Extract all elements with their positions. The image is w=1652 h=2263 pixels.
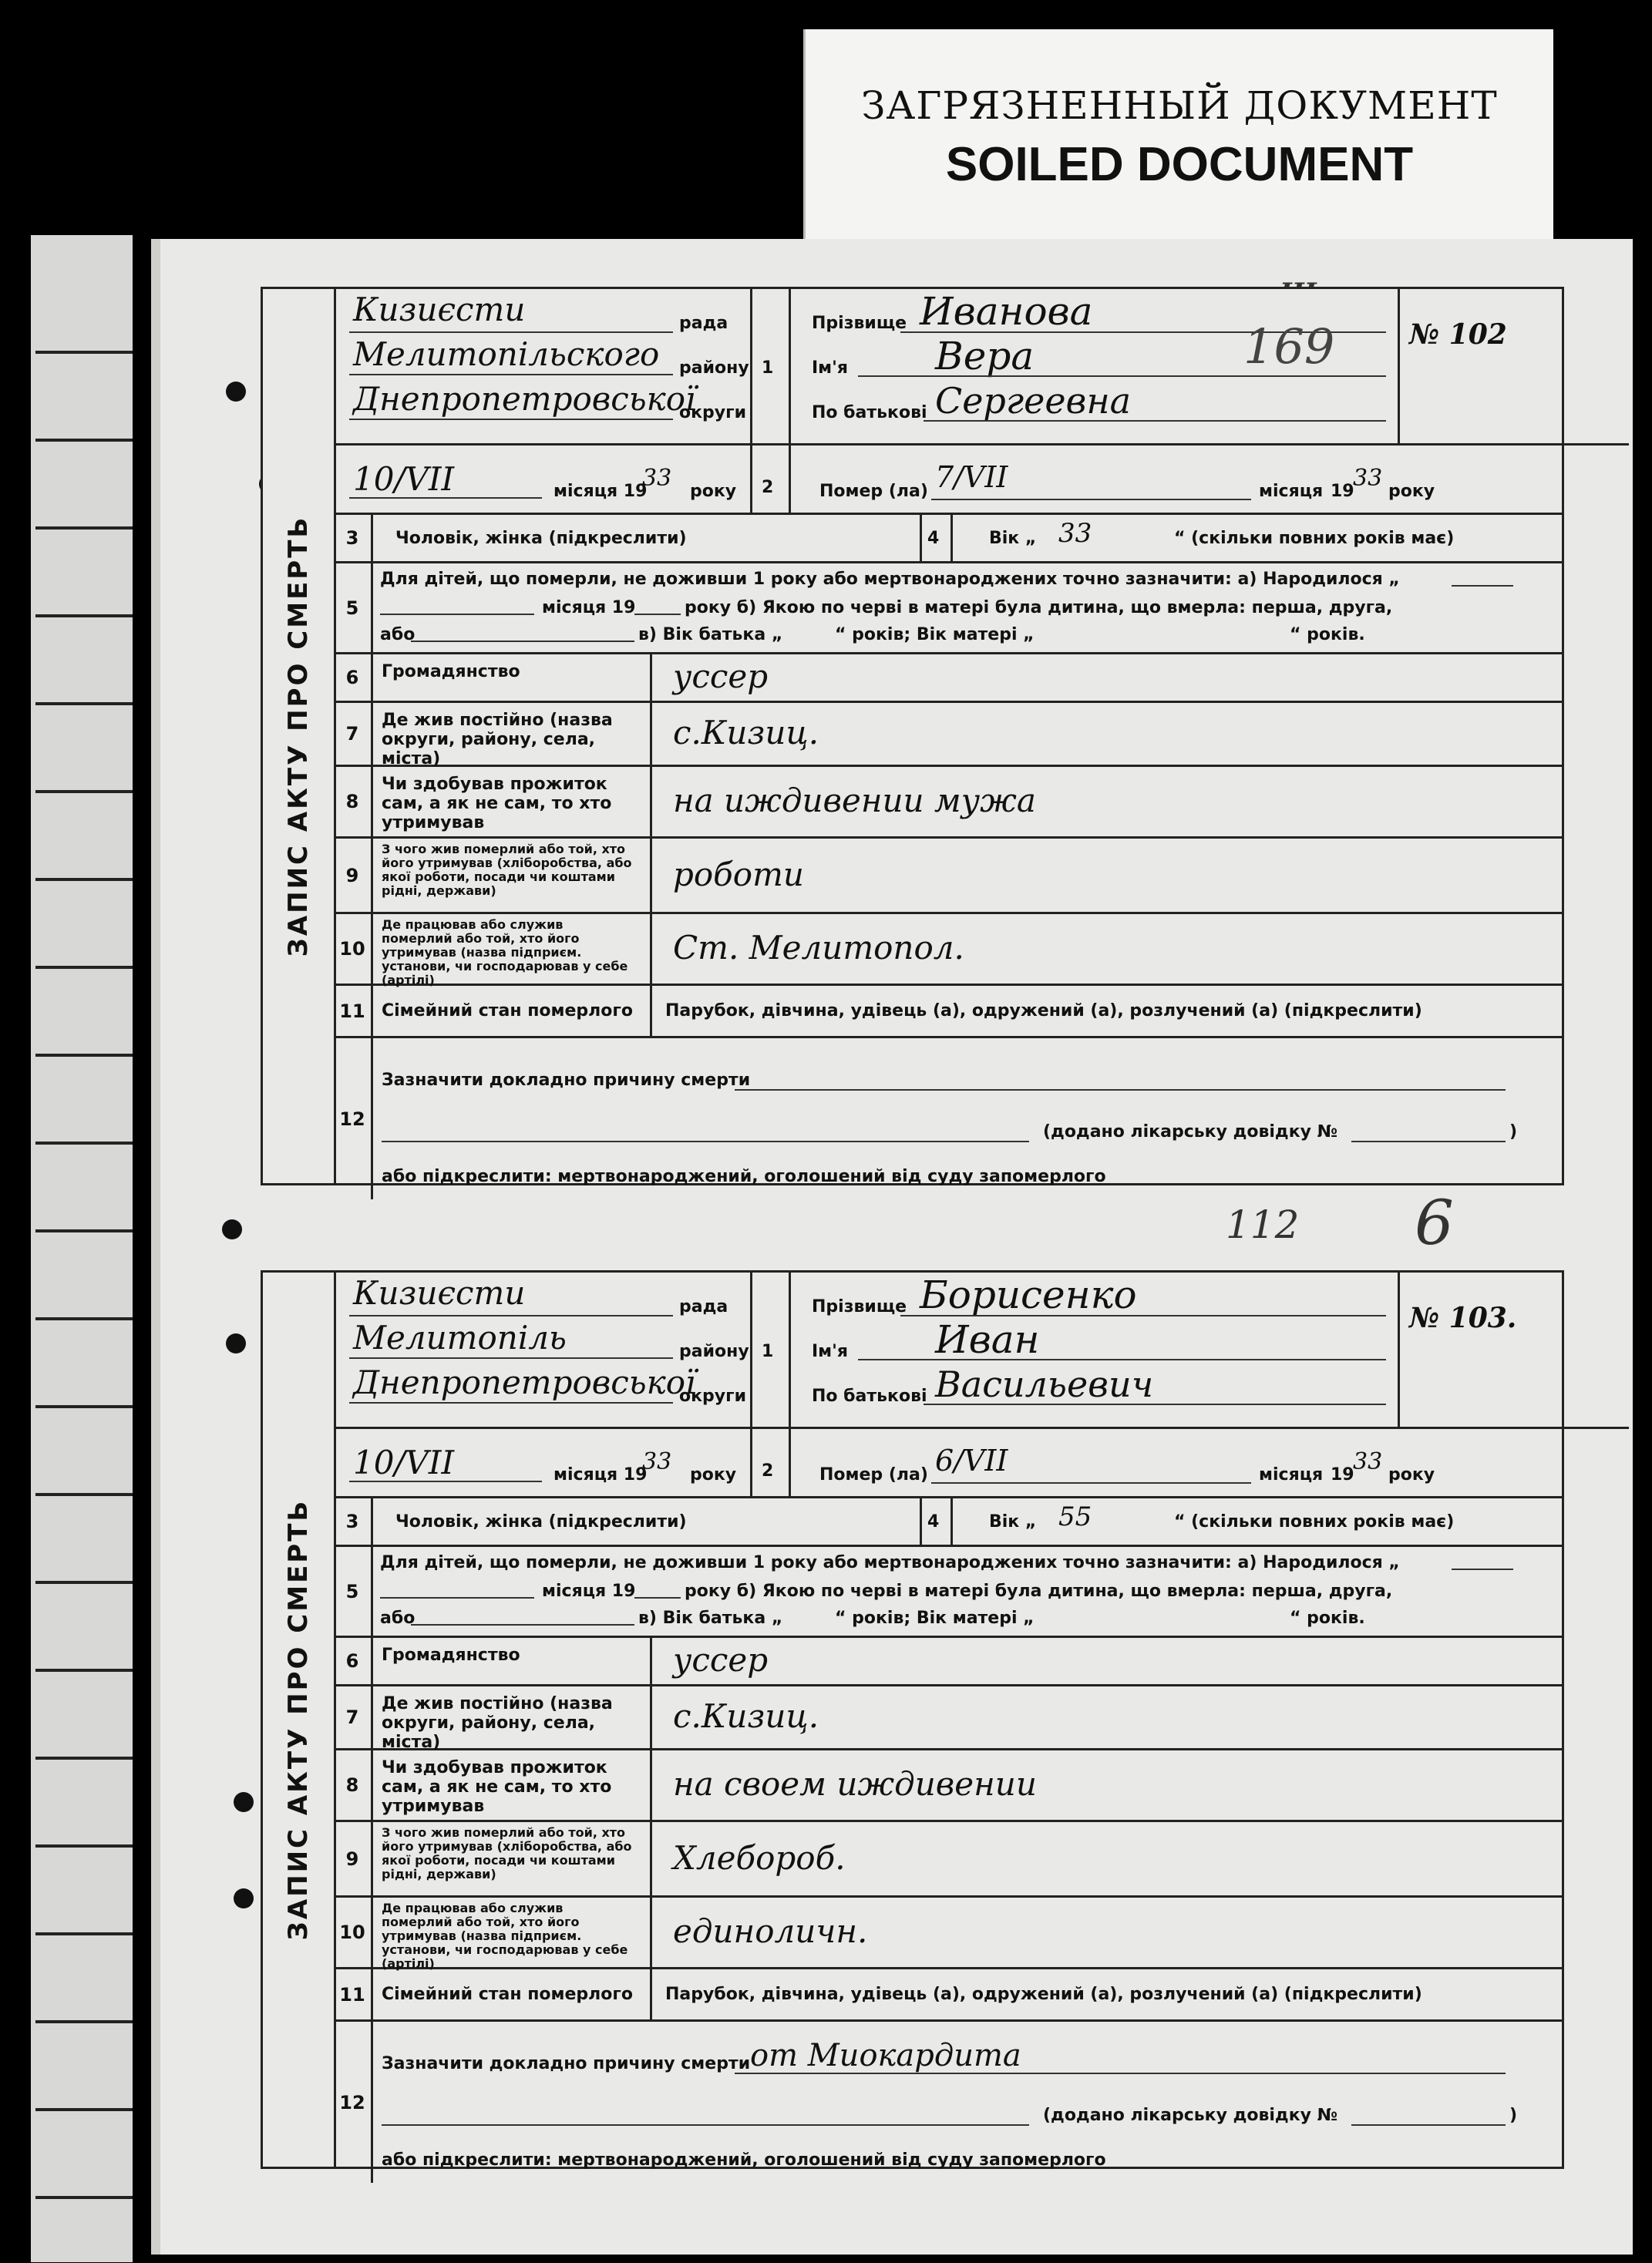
record-number: № 103. [1409, 1302, 1517, 1334]
row-value: единоличн. [673, 1912, 868, 1950]
record-number: № 102 [1409, 318, 1507, 351]
year-label: року [690, 1465, 737, 1485]
row-label: З чого жив померлий або той, хто його утримував (хліборобства, або якої роботи, посади чи коштами рідні, держави) [382, 1825, 632, 1881]
row-number: 2 [762, 1461, 774, 1481]
row-10 [334, 1898, 1562, 1969]
binding-hole [234, 1792, 254, 1812]
row-number: 3 [334, 515, 373, 561]
row-number: 8 [334, 767, 373, 836]
row-value: уссер [673, 657, 769, 695]
name-value: Вера [935, 334, 1035, 378]
header-block [334, 1273, 1562, 1498]
binding-hole [226, 382, 246, 402]
rada-value: Кизиєсти [353, 291, 526, 328]
row-number: 8 [334, 1750, 373, 1820]
row-label: Де працював або служив померлий або той, хто його утримував (назва підприєм. установи, чи господарював у себе (артілі) [382, 1901, 628, 1971]
child-note-line3a: або [380, 1609, 416, 1628]
form-side-title [263, 289, 336, 1183]
okrug-value: Днепропетровської [353, 1364, 696, 1401]
row-11 [334, 986, 1562, 1038]
paren: ) [1509, 2106, 1518, 2125]
side-title-text: ЗАПИС АКТУ ПРО СМЕРТЬ [283, 515, 314, 957]
row-12 [334, 1038, 1562, 1199]
child-note-line3d: “ років. [1290, 1609, 1365, 1628]
row-label: Чи здобував прожиток сам, а як не сам, то хто утримував [382, 1758, 612, 1816]
row-10 [334, 914, 1562, 986]
row-number: 7 [334, 1686, 373, 1748]
row-9 [334, 1822, 1562, 1898]
name-label: Ім'я [812, 1342, 849, 1361]
name-value: Иван [935, 1317, 1040, 1362]
child-note-line3c: “ років; Вік матері „ [835, 625, 1035, 644]
month-year-label: місяця 19 [553, 482, 648, 501]
row-value: Хлебороб. [673, 1838, 846, 1877]
row-number: 9 [334, 1822, 373, 1895]
surname-value: Борисенко [920, 1273, 1137, 1317]
entry-year: 33 [642, 465, 672, 492]
row-value: с.Кизиц. [673, 1697, 819, 1735]
raion-label: району [679, 1342, 749, 1361]
row-6 [334, 1638, 1562, 1686]
row-label: Де жив постійно (назва округи, району, села, міста) [382, 1694, 613, 1752]
marital-label: Сімейний стан померлого [382, 1985, 633, 2004]
margin-note: 6 [1415, 1187, 1454, 1259]
row-number: 2 [762, 478, 774, 497]
died-label: Помер (ла) [819, 1465, 928, 1485]
marital-options: Парубок, дівчина, удівець (а), одружений (а), розлучений (а) (підкреслити) [665, 1001, 1422, 1021]
year-label: року [1388, 482, 1435, 501]
marital-options: Парубок, дівчина, удівець (а), одружений (а), розлучений (а) (підкреслити) [665, 1985, 1422, 2004]
age-tail-label: “ (скільки повних років має) [1174, 1512, 1455, 1532]
death-date: 6/VII [935, 1444, 1008, 1478]
row-label: Чи здобував прожиток сам, а як не сам, то хто утримував [382, 775, 612, 832]
sex-label: Чоловік, жінка (підкреслити) [395, 529, 687, 548]
entry-date: 10/VII [353, 460, 455, 498]
row-child-note [334, 563, 1562, 654]
died-label: Помер (ла) [819, 482, 928, 501]
row-label: Де працював або служив померлий або той, хто його утримував (назва підприєм. установи, чи господарював у себе (артілі) [382, 917, 628, 987]
row-number: 4 [927, 1512, 940, 1532]
age-value: 33 [1058, 518, 1092, 549]
okrug-value: Днепропетровської [353, 380, 696, 418]
row-12 [334, 2022, 1562, 2183]
age-label: Вік „ [989, 1512, 1037, 1532]
sex-label: Чоловік, жінка (підкреслити) [395, 1512, 687, 1532]
row-label: Громадянство [382, 1646, 520, 1665]
row-label: Де жив постійно (назва округи, району, села, міста) [382, 711, 613, 768]
patronymic-value: Васильевич [935, 1364, 1154, 1405]
binding-hole [234, 1888, 254, 1908]
surname-value: Иванова [920, 289, 1093, 334]
raion-value: Мелитопільского [353, 335, 660, 373]
year-label: року [690, 482, 737, 501]
row-number: 12 [334, 2022, 373, 2183]
row-number: 1 [762, 358, 774, 378]
adjacent-page-edge [31, 235, 133, 2262]
name-label: Ім'я [812, 358, 849, 378]
row-number: 10 [334, 914, 373, 984]
death-record-form [261, 287, 1564, 1185]
age-tail-label: “ (скільки повних років має) [1174, 529, 1455, 548]
raion-label: району [679, 358, 749, 378]
year19-label: 19 [1331, 1465, 1354, 1485]
row-child-note [334, 1547, 1562, 1638]
death-date: 7/VII [935, 460, 1008, 494]
row-number: 5 [334, 563, 373, 652]
row-value: Ст. Мелитопол. [673, 929, 964, 967]
row-7 [334, 703, 1562, 767]
row-number: 4 [927, 529, 940, 548]
row-number: 1 [762, 1342, 774, 1361]
stamp-line-english: SOILED DOCUMENT [945, 138, 1414, 191]
row-sex-age [334, 1498, 1562, 1547]
patronymic-label: По батькові [812, 1387, 927, 1406]
stillborn-note: або підкреслити: мертвонароджений, оголошений від суду запомерлого [382, 2150, 1106, 2170]
marital-label: Сімейний стан померлого [382, 1001, 633, 1021]
doctor-note-label: (додано лікарську довідку № [1043, 1122, 1338, 1142]
child-note-line2a: місяця 19 [542, 1582, 636, 1601]
row-value: на своем иждивении [673, 1765, 1037, 1803]
cause-label: Зазначити докладно причину смерти [382, 2054, 751, 2073]
row-value: уссер [673, 1641, 769, 1679]
row-value: роботи [673, 855, 804, 893]
row-number: 9 [334, 839, 373, 912]
row-number: 7 [334, 703, 373, 765]
age-label: Вік „ [989, 529, 1037, 548]
year19-label: 19 [1331, 482, 1354, 501]
death-year: 33 [1353, 465, 1383, 492]
month-label: місяця [1259, 482, 1324, 501]
row-number: 5 [334, 1547, 373, 1636]
row-label: Громадянство [382, 662, 520, 681]
cause-label: Зазначити докладно причину смерти [382, 1071, 751, 1090]
child-note-line3d: “ років. [1290, 625, 1365, 644]
side-title-text: ЗАПИС АКТУ ПРО СМЕРТЬ [283, 1498, 314, 1941]
child-note-line2b: року б) Якою по черві в матері була дитина, що вмерла: перша, друга, [685, 1582, 1393, 1601]
row-9 [334, 839, 1562, 914]
month-label: місяця [1259, 1465, 1324, 1485]
stamp-line-russian: ЗАГРЯЗНЕННЫЙ ДОКУМЕНТ [861, 83, 1498, 128]
patronymic-value: Сергеевна [935, 380, 1132, 422]
form-side-title [263, 1273, 336, 2167]
okrug-label: округи [679, 1387, 747, 1406]
year-label: року [1388, 1465, 1435, 1485]
corner-mark: 169 [1243, 318, 1335, 375]
row-label: З чого жив померлий або той, хто його утримував (хліборобства, або якої роботи, посади чи коштами рідні, держави) [382, 842, 632, 898]
entry-date: 10/VII [353, 1444, 455, 1481]
stillborn-note: або підкреслити: мертвонароджений, оголошений від суду запомерлого [382, 1167, 1106, 1186]
row-number: 12 [334, 1038, 373, 1199]
patronymic-label: По батькові [812, 403, 927, 422]
surname-label: Прізвище [812, 314, 907, 333]
child-note-line2a: місяця 19 [542, 598, 636, 617]
death-year: 33 [1353, 1448, 1383, 1475]
rada-value: Кизиєсти [353, 1274, 526, 1312]
child-note-line3b: в) Вік батька „ [638, 1609, 783, 1628]
child-note-line1: Для дітей, що померли, не доживши 1 року або мертвонароджених точно зазначити: а) Народилося „ [380, 1553, 1400, 1572]
row-value: на иждивении мужа [673, 782, 1036, 819]
row-7 [334, 1686, 1562, 1750]
child-note-line1: Для дітей, що померли, не доживши 1 року або мертвонароджених точно зазначити: а) Народилося „ [380, 570, 1400, 589]
age-value: 55 [1058, 1501, 1092, 1532]
entry-year: 33 [642, 1448, 672, 1475]
row-number: 6 [334, 1638, 373, 1684]
row-11 [334, 1969, 1562, 2022]
rada-label: рада [679, 1297, 728, 1316]
row-number: 10 [334, 1898, 373, 1967]
month-year-label: місяця 19 [553, 1465, 648, 1485]
row-8 [334, 1750, 1562, 1822]
row-value: с.Кизиц. [673, 714, 819, 752]
margin-note: 112 [1226, 1202, 1300, 1247]
soiled-document-stamp [803, 29, 1553, 274]
child-note-line3c: “ років; Вік матері „ [835, 1609, 1035, 1628]
cause-value: от Миокардита [750, 2038, 1021, 2073]
row-number: 3 [334, 1498, 373, 1545]
header-block [334, 289, 1562, 515]
okrug-label: округи [679, 403, 747, 422]
doctor-note-label: (додано лікарську довідку № [1043, 2106, 1338, 2125]
row-number: 11 [334, 986, 373, 1036]
binding-hole [222, 1219, 242, 1239]
row-sex-age [334, 515, 1562, 563]
paren: ) [1509, 1122, 1518, 1142]
row-number: 6 [334, 654, 373, 701]
rada-label: рада [679, 314, 728, 333]
row-8 [334, 767, 1562, 839]
row-number: 11 [334, 1969, 373, 2019]
death-record-form [261, 1270, 1564, 2169]
child-note-line2b: року б) Якою по черві в матері була дитина, що вмерла: перша, друга, [685, 598, 1393, 617]
surname-label: Прізвище [812, 1297, 907, 1316]
row-6 [334, 654, 1562, 703]
child-note-line3a: або [380, 625, 416, 644]
child-note-line3b: в) Вік батька „ [638, 625, 783, 644]
raion-value: Мелитопіль [353, 1319, 567, 1357]
binding-hole [226, 1333, 246, 1353]
